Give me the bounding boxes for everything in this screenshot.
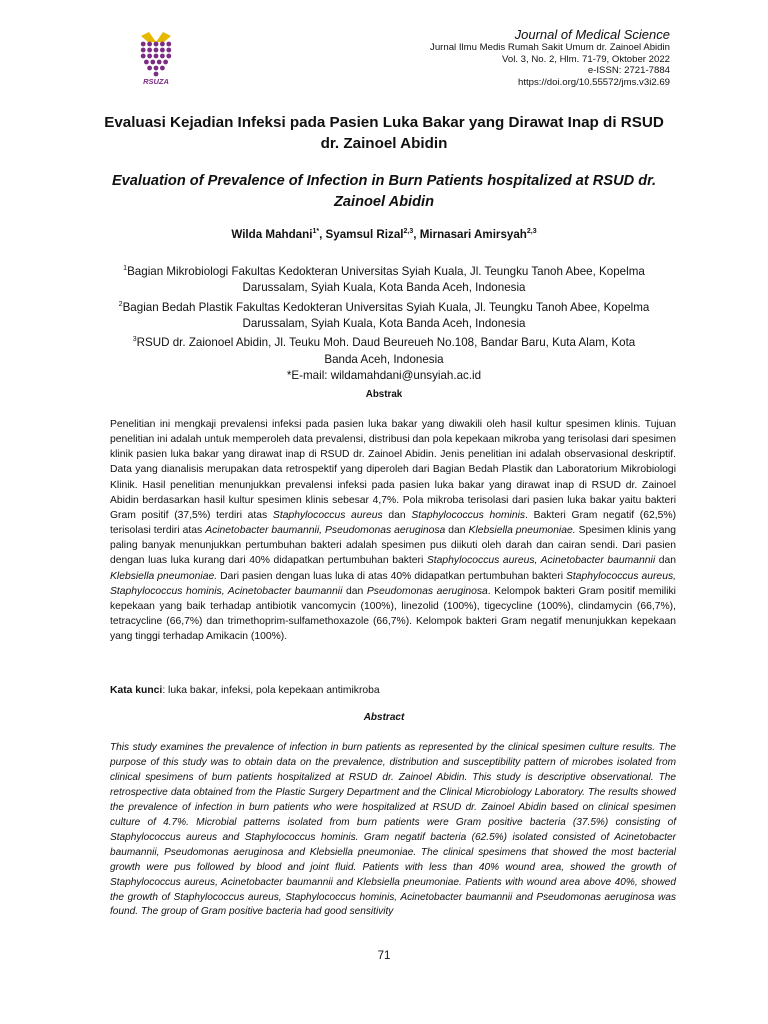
italic-term: Staphylococcus hominis	[411, 509, 526, 521]
affiliation-sup: 2	[118, 300, 123, 308]
text-run: Penelitian ini mengkaji prevalensi infeksi pada pasien luka bakar yang diwakili oleh hasil kultur spesimen klinis. Tujuan penelitian ini adalah untuk memperoleh data prevalensi, distribusi dan pola kepekaan mikroba yang terisolasi dari spesimen klinik pasien luka bakar yang dirawat inap di RSUD dr. Zainoel Abidin. Jenis penelitian ini adalah observasional deskriptif. Data yang dianalisis merupakan data retrospektif yang diperoleh dari Bagian Bedah Plastik dan Laboratorium Mikrobiologi Klinik. Hasil penelitian menunjukkan prevalensi infeksi pada pasien luka bakar yang dirawat inap di RSUD dr. Zainoel Abidin berdasarkan hasil kultur spesimen klinis sebesar 4,7%. Pola mikroba terisolasi dari pasien luka bakar yaitu bakteri Gram positif (37,5%) terdiri atas	[110, 419, 676, 521]
logo-dot-grid	[141, 32, 171, 76]
logo-dot	[154, 42, 159, 47]
logo-crest	[141, 32, 171, 42]
logo-dot	[141, 54, 146, 59]
abstract-body: This study examines the prevalence of infection in burn patients as represented by the clinical spesimen culture results. The purpose of this study was to obtain data on the prevalence, distribution and susceptibility pattern of microbes isolated from clinical spesimens of burn patients hospitalized at RSUD dr. Zainoel Abidin. This study is descriptive observational. The retrospective data obtained from the Plastic Surgery Department and the Clinical Microbiology Laboratory. The results showed the prevalence of infection in burn patients who were hospitalized at RSUD dr. Zainoel Abidin based on clinical spesimen culture of 4.7%. Microbial patterns isolated from burn patients were Gram positive bacteria (37.5%) consisting of Staphylococcus aureus and Staphylococcus hominis. Gram negatif bacteria (62.5%) isolated consisted of Acinetobacter baumannii, Pseudomonas aeruginosa and Klebsiella pneumoniae. The clinical spesimens that showed the most bacterial growth were pus followed by blood and joint fluid. Patients with less than 40% wound area, showed the growth of Staphylococcus aureus, Acinetobacter baumannii and Klebsiella pneumoniae. Patients with wound area above 40%, showed the growth of Staphylococcus aureus, Staphylococcus hominis, Acinetobacter baumannii and Pseudomonas aeruginosa was found. The group of Gram positive bacteria had good sensitivity	[110, 742, 676, 918]
text-run: . Kelompok bakteri Gram positif memiliki kepekaan yang baik terhadap antibiotik vancomycin (100%), linezolid (100%), tigecycline (100%), clindamycin (66,7%), tetracycline (66,7%) dan trimethoprim-sulfamethoxazole (66,7%). Kelompok bakteri Gram negatif menunjukkan kepekaan yang tinggi terhadap Amikacin (100%).	[110, 585, 676, 643]
author-name: Syamsul Rizal	[325, 228, 404, 241]
text-run: dan	[382, 509, 412, 521]
logo-dot	[166, 48, 171, 53]
title-english: Evaluation of Prevalence of Infection in Burn Patients hospitalized at RSUD dr. Zainoel Abidin	[111, 173, 657, 210]
logo-dot	[157, 60, 162, 65]
logo-dot	[154, 48, 159, 53]
author-sup: 2,3	[403, 228, 414, 236]
affiliation-item	[118, 297, 650, 333]
keywords-label: Kata kunci	[110, 685, 163, 696]
journal-subtitle: Jurnal Ilmu Medis Rumah Sakit Umum dr. Zainoel Abidin	[430, 42, 670, 53]
logo-dot	[147, 42, 152, 47]
page-number: 71	[377, 950, 391, 962]
logo-dot	[160, 42, 165, 47]
logo-dot	[150, 60, 155, 65]
journal-header	[430, 27, 670, 88]
italic-term: Staphylococcus aureus	[272, 509, 383, 521]
rsuza-logo	[127, 30, 185, 86]
affiliation-item	[118, 332, 650, 368]
journal-volume: Vol. 3, No. 2, Hlm. 71-79, Oktober 2022	[502, 53, 670, 65]
italic-term: Staphylococcus aureus, Acinetobacter baumannii	[426, 555, 656, 567]
affiliation-sup: 3	[132, 336, 137, 344]
italic-term: Klebsiella pneumoniae.	[468, 525, 576, 537]
text-run: Spesimen klinis yang paling banyak menunjukkan pertumbuhan bakteri adalah spesimen pus diikuti oleh darah dan cairan sendi. Dari pasien dengan luas luka kurang dari 40% didapatkan pertumbuhan bakteri	[110, 525, 676, 567]
author-sup: 2,3	[526, 228, 537, 236]
logo-dot	[160, 66, 165, 71]
keywords-text: : luka bakar, infeksi, pola kepekaan antimikroba	[162, 685, 380, 696]
logo-dot	[166, 54, 171, 59]
italic-term: Pseudomonas aeruginosa	[366, 585, 488, 597]
logo-dot	[141, 42, 146, 47]
italic-term: Acinetobacter baumannii, Pseudomonas aeruginosa	[205, 525, 446, 537]
logo-dot	[144, 60, 149, 65]
logo-dot	[147, 54, 152, 59]
abstrak-heading: Abstrak	[365, 389, 403, 400]
logo-dot	[147, 48, 152, 53]
affiliation-text: Bagian Mikrobiologi Fakultas Kedokteran Universitas Syiah Kuala, Jl. Teungku Tanoh Abee, Kopelma Darussalam, Syiah Kuala, Kota Banda Aceh, Indonesia	[127, 264, 645, 295]
author-name: Wilda Mahdani	[231, 228, 313, 241]
text-run: . Bakteri Gram negatif (62,5%) terisolasi terdiri atas	[110, 509, 677, 537]
logo-dot	[163, 60, 168, 65]
logo-dot	[166, 42, 171, 47]
affiliation-item	[118, 261, 650, 297]
logo-dot	[160, 54, 165, 59]
logo-text: RSUZA	[143, 77, 169, 86]
logo-dot	[147, 66, 152, 71]
affiliation-sup: 1	[123, 265, 128, 272]
text-run: dan	[342, 585, 367, 597]
italic-term: Klebsiella pneumoniae.	[110, 570, 218, 582]
logo-dot	[141, 48, 146, 53]
text-run: dan	[445, 525, 469, 537]
logo-dot	[160, 48, 165, 53]
corresponding-email[interactable]: *E-mail: wildamahdani@unsyiah.ac.id	[286, 369, 482, 383]
author-list: Wilda Mahdani$^{1*}$, Syamsul Rizal$^{2,3}$, Mirnasari Amirsyah$^{2,3}$	[231, 228, 537, 241]
keywords	[110, 685, 676, 696]
journal-issn: e-ISSN: 2721-7884	[587, 65, 670, 76]
logo-dot	[154, 66, 159, 71]
affiliation-text: Bagian Bedah Plastik Fakultas Kedokteran Universitas Syiah Kuala, Jl. Teungku Tanoh Abee, Kopelma Darussalam, Syiah Kuala, Kota Banda Aceh, Indonesia	[122, 300, 650, 330]
author-sup: 1*	[312, 228, 320, 236]
journal-doi[interactable]: https://doi.org/10.55572/jms.v3i2.69	[518, 76, 670, 88]
italic-term: Staphylococcus aureus, Staphylococcus hominis, Acinetobacter baumannii	[110, 570, 676, 597]
logo-dot	[154, 72, 159, 77]
logo-dot	[154, 54, 159, 59]
author-name: Mirnasari Amirsyah	[419, 228, 527, 241]
text-run: dan	[655, 555, 676, 567]
text-run: Dari pasien dengan luas luka di atas 40% didapatkan pertumbuhan bakteri	[217, 570, 567, 582]
abstrak-body	[110, 417, 676, 644]
title-indonesian: Evaluasi Kejadian Infeksi pada Pasien Luka Bakar yang Dirawat Inap di RSUD dr. Zainoel Abidin	[104, 114, 664, 152]
abstract-heading: Abstract	[363, 712, 405, 723]
affiliation-text: RSUD dr. Zaionoel Abidin, Jl. Teuku Moh. Daud Beureueh No.108, Bandar Baru, Kuta Alam, Kota Banda Aceh, Indonesia	[136, 336, 636, 366]
journal-name: Journal of Medical Science	[514, 27, 670, 42]
affiliations	[118, 261, 650, 384]
